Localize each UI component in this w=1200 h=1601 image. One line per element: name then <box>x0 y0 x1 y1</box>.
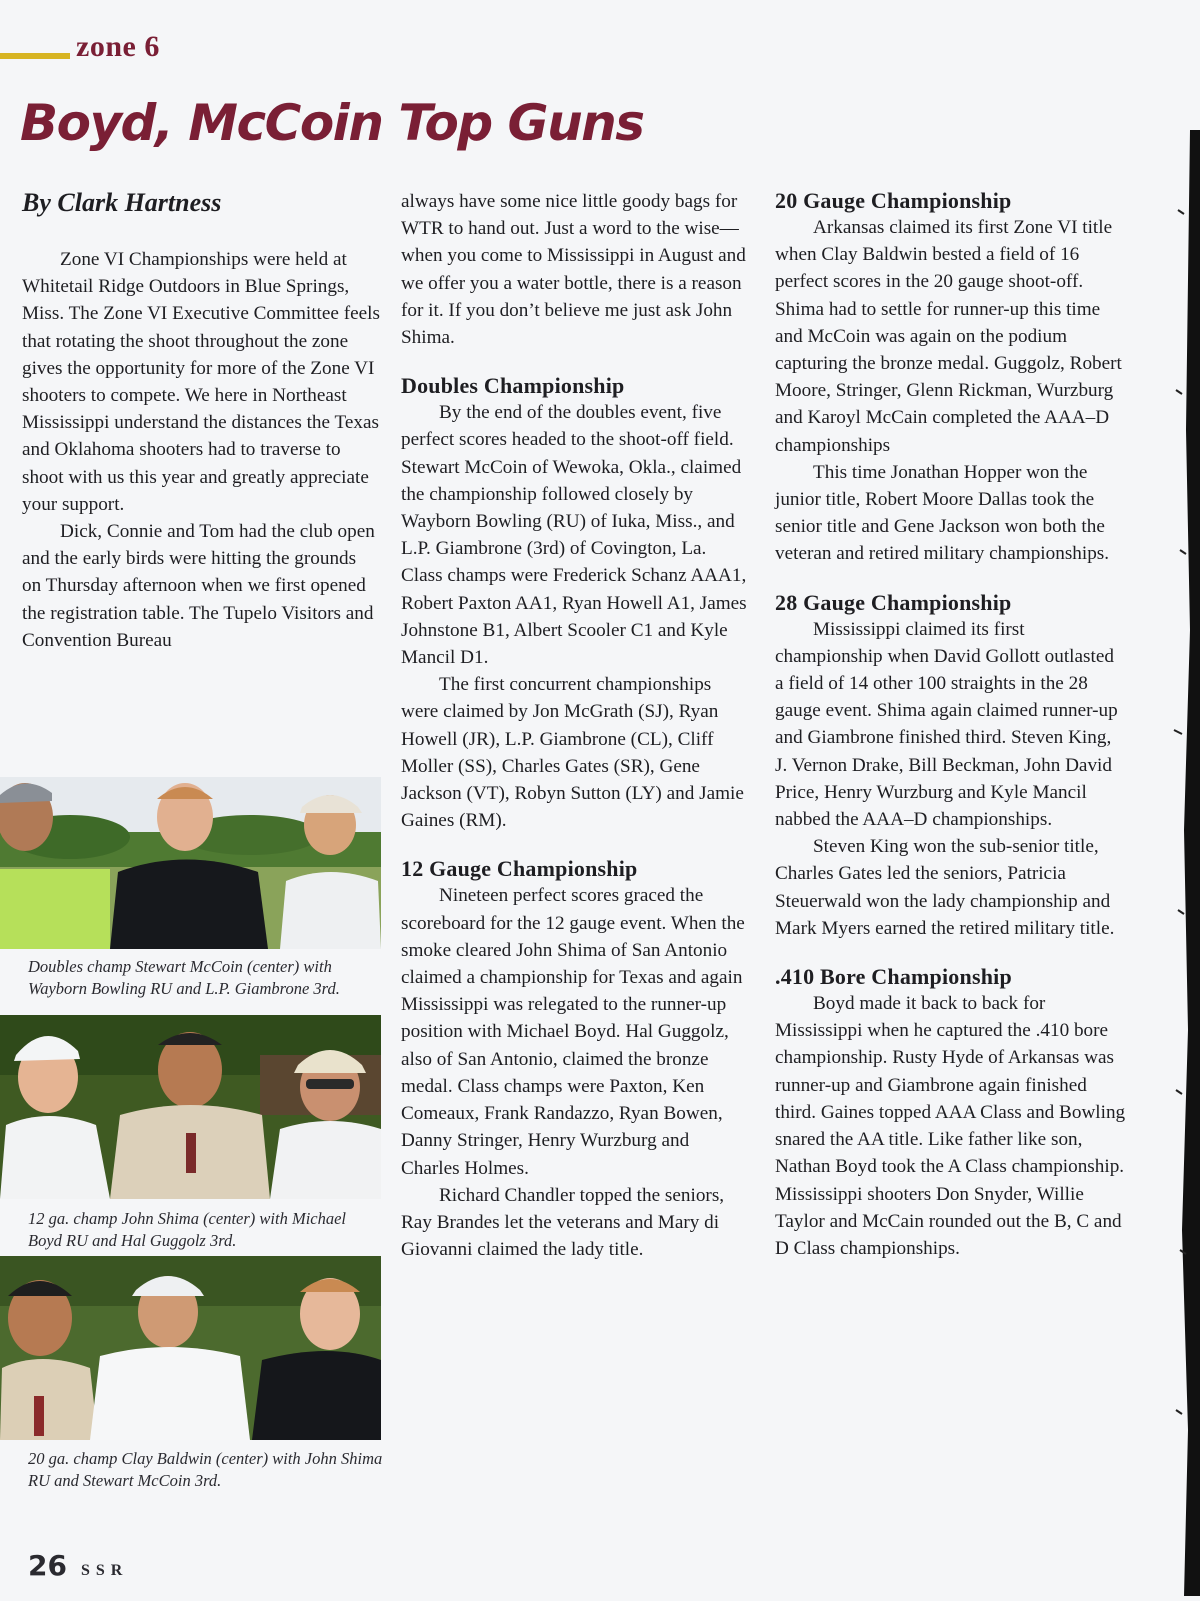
magazine-name: SSR <box>80 1562 129 1579</box>
page-folio <box>28 1549 128 1582</box>
paragraph: Dick, Connie and Tom had the club open and the early birds were hitting the grounds on Thursday afternoon when we first opened the registration table. The Tupelo Visitors and Convention Bureau <box>22 521 375 651</box>
paragraph: Richard Chandler topped the seniors, Ray Brandes let the veterans and Mary di Giovanni claimed the lady title. <box>401 1184 725 1261</box>
subheading-28-gauge: 28 Gauge Championship <box>775 589 1012 615</box>
section-rule <box>0 53 70 59</box>
paragraph: The first concurrent championships were claimed by Jon McGrath (SJ), Ryan Howell (JR), L.P. Giambrone (CL), Cliff Moller (SS), Charles Gates (SR), Gene Jackson (VT), Robyn Sutton (LY) and Jamie Gaines (RM). <box>401 674 744 832</box>
column-1 <box>22 246 380 654</box>
photo-doubles-champs <box>0 777 381 949</box>
paragraph: Boyd made it back to back for Mississippi when he captured the .410 bore championship. Rusty Hyde of Arkansas was runner-up and Giambrone again finished third. Gaines topped AAA Class and Bowling snared the AA title. Like father like son, Nathan Boyd took the A Class championship. Mississippi shooters Don Snyder, Willie Taylor and McCain rounded out the B, C and D Class championships. <box>775 993 1126 1259</box>
subheading-doubles: Doubles Championship <box>401 373 625 399</box>
subheading-12-gauge: 12 Gauge Championship <box>401 856 638 882</box>
column-3 <box>775 188 1127 1262</box>
paragraph: This time Jonathan Hopper won the junior title, Robert Moore Dallas took the senior title and Gene Jackson won both the veteran and retired military championships. <box>775 461 1110 565</box>
photo-20-gauge-champs <box>0 1256 381 1440</box>
photo-12-gauge-champs <box>0 1015 381 1199</box>
subheading-410-bore: .410 Bore Championship <box>775 964 1012 990</box>
spacer <box>775 568 1127 590</box>
paragraph: Arkansas claimed its first Zone VI title when Clay Baldwin bested a field of 16 perfect scores in the 20 gauge shoot-off. Shima had to settle for runner-up this time and McCoin was again on the podium capturing the bronze medal. Guggolz, Robert Moore, Stringer, Glenn Rickman, Wurzburg and Karoyl McCain completed the AAA–D championships <box>775 217 1122 456</box>
spacer <box>401 351 751 373</box>
column-2 <box>401 188 751 1263</box>
paragraph: By the end of the doubles event, five perfect scores headed to the shoot-off field. Stewart McCoin of Wewoka, Okla., claimed the championship followed closely by Wayborn Bowling (RU) of Iuka, Miss., and L.P. Giambrone (3rd) of Covington, La. Class champs were Frederick Schanz AAA1, Robert Paxton AA1, Ryan Howell A1, James Johnstone B1, Albert Scooler C1 and Kyle Mancil D1. <box>401 402 747 669</box>
photo-caption: 20 ga. champ Clay Baldwin (center) with John Shima RU and Stewart McCoin 3rd. <box>28 1449 383 1490</box>
page-number: 26 <box>28 1549 67 1582</box>
paragraph: Mississippi claimed its first championship when David Gollott outlasted a field of 14 other 100 straights in the 28 gauge event. Shima again claimed runner-up and Giambrone finished third. Steven King, J. Vernon Drake, Bill Beckman, John David Price, Henry Wurzburg and Kyle Mancil nabbed the AAA–D championships. <box>775 618 1118 831</box>
section-label: zone 6 <box>76 30 160 63</box>
paragraph: always have some nice little goody bags for WTR to hand out. Just a word to the wise—when you come to Mississippi in August and we offer you a water bottle, there is a reason for it. If you don’t believe me just ask John Shima. <box>401 191 746 349</box>
paragraph: Steven King won the sub-senior title, Charles Gates led the seniors, Patricia Steuerwald won the lady championship and Mark Myers earned the retired military title. <box>775 836 1115 939</box>
article-headline: Boyd, McCoin Top Guns <box>20 94 644 152</box>
spacer <box>401 834 751 856</box>
page-scan-edge <box>1168 130 1200 1596</box>
subheading-20-gauge: 20 Gauge Championship <box>775 188 1012 213</box>
photo-caption: Doubles champ Stewart McCoin (center) with Wayborn Bowling RU and L.P. Giambrone 3rd. <box>28 957 340 998</box>
spacer <box>775 942 1127 964</box>
paragraph: Zone VI Championships were held at Whitetail Ridge Outdoors in Blue Springs, Miss. The Zone VI Executive Committee feels that rotating the shoot throughout the zone gives the opportunity for more of the Zone VI shooters to compete. We here in Northeast Mississippi understand the distances the Texas and Oklahoma shooters had to traverse to shoot with us this year and greatly appreciate your support. <box>22 249 380 515</box>
photo-caption: 12 ga. champ John Shima (center) with Michael Boyd RU and Hal Guggolz 3rd. <box>28 1209 347 1250</box>
paragraph: Nineteen perfect scores graced the scoreboard for the 12 gauge event. When the smoke cleared John Shima of San Antonio claimed a championship for Texas and again Mississippi was relegated to the runner-up position with Michael Boyd. Hal Guggolz, also of San Antonio, claimed the bronze medal. Class champs were Paxton, Ken Comeaux, Frank Randazzo, Ryan Bowen, Danny Stringer, Henry Wurzburg and Charles Holmes. <box>401 885 745 1179</box>
article-byline: By Clark Hartness <box>22 188 222 217</box>
